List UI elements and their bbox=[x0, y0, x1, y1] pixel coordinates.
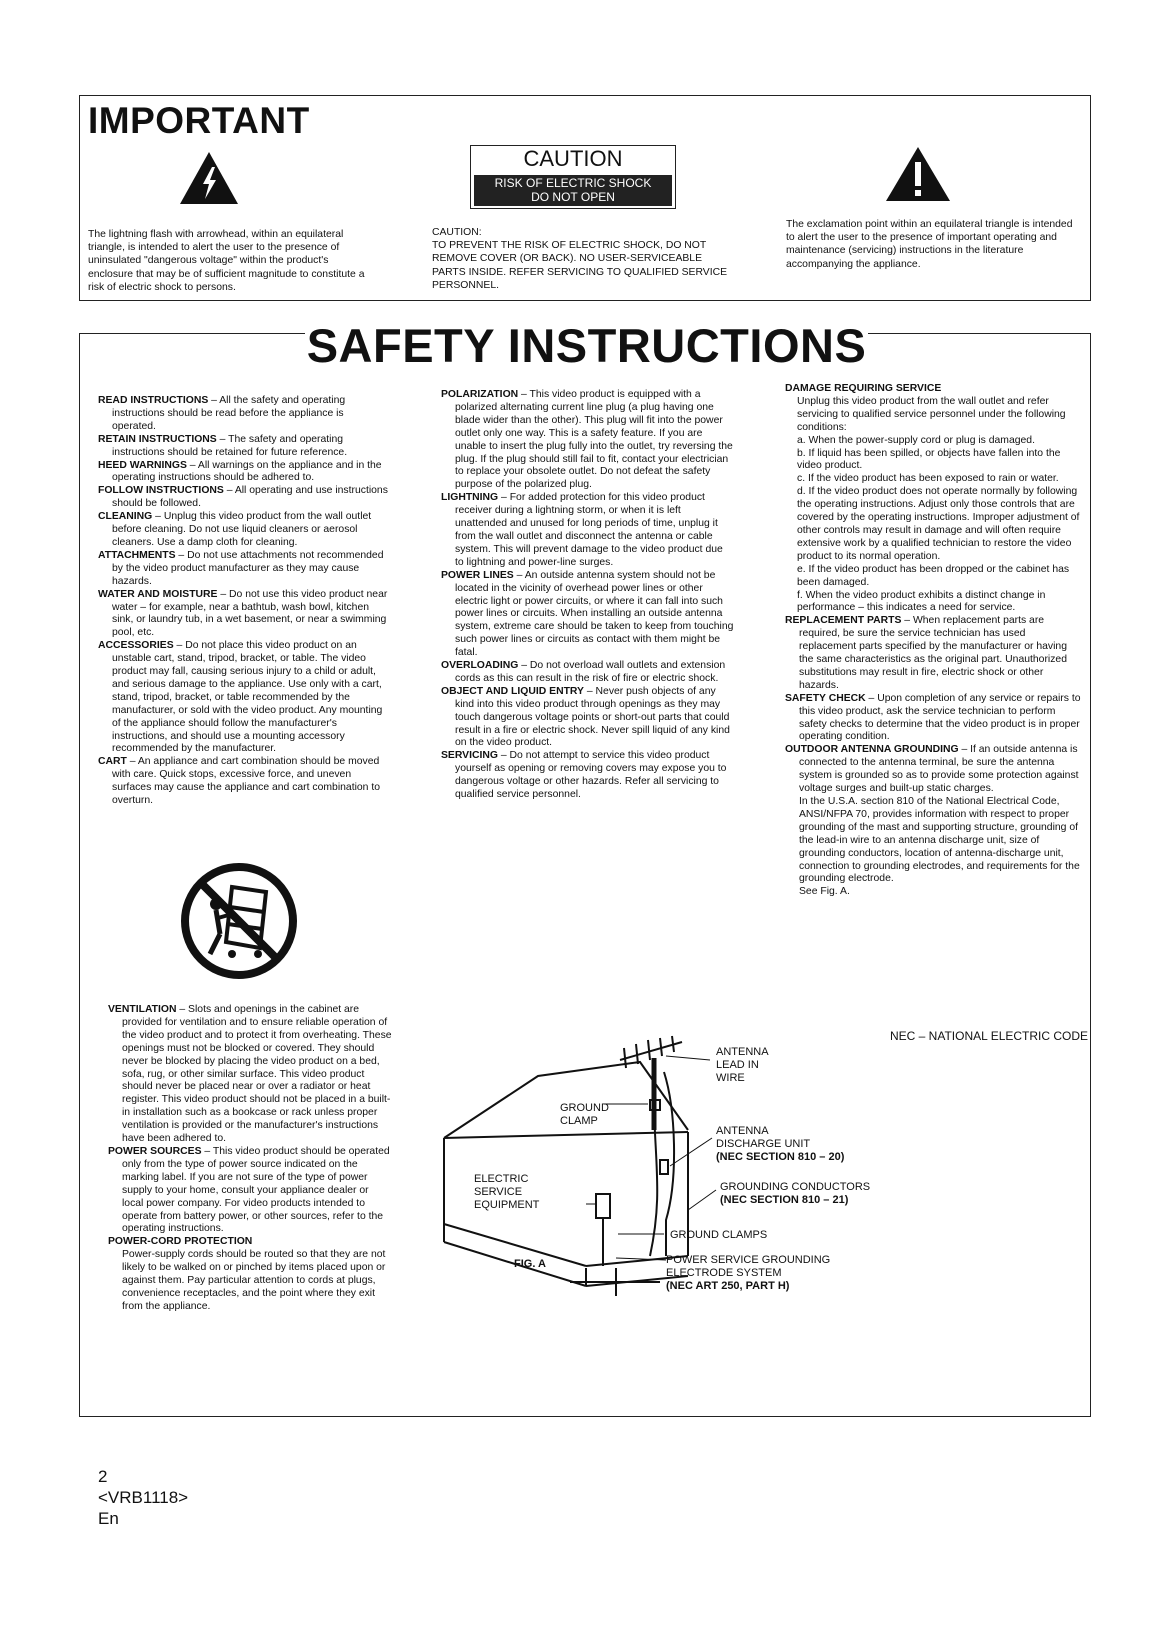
label-discharge-2: DISCHARGE UNIT bbox=[716, 1138, 811, 1150]
lightning-warning-icon bbox=[178, 150, 240, 206]
safety-item-text: – All warnings on the appliance and in the operating instructions should be adhered to. bbox=[112, 459, 382, 484]
safety-item bbox=[98, 460, 390, 486]
label-power-service bbox=[666, 1254, 830, 1292]
label-electric-service bbox=[474, 1173, 540, 1211]
language-code: En bbox=[98, 1509, 119, 1528]
safety-item-heading: ATTACHMENTS bbox=[98, 549, 176, 561]
safety-item bbox=[98, 434, 390, 460]
nec-label: NEC – NATIONAL ELECTRIC CODE bbox=[890, 1029, 1089, 1043]
label-electric: ELECTRIC bbox=[474, 1173, 529, 1185]
safety-item-heading: SAFETY CHECK bbox=[785, 692, 866, 704]
safety-item bbox=[98, 640, 390, 756]
label-conductors-2: (NEC SECTION 810 – 21) bbox=[720, 1194, 849, 1206]
label-lead-in: LEAD IN bbox=[716, 1059, 759, 1071]
safety-item-text: – When replacement parts are required, be sure the service technician has used replacement parts specified by the manufacturer or having the same characteristics as the original part. Unauthorized substitutions may result in fire, electric shock or other hazards. bbox=[799, 615, 1067, 691]
safety-item bbox=[441, 660, 734, 686]
safety-item bbox=[441, 750, 734, 802]
caution-band-line2: DO NOT OPEN bbox=[531, 190, 615, 204]
damage-condition-item: e. If the video product has been dropped or the cabinet has been damaged. bbox=[797, 563, 1070, 588]
exclamation-description: The exclamation point within an equilateral triangle is intended to alert the user to the presence of important operating and maintenance (servicing) instructions in the literature accompanying the appliance. bbox=[786, 219, 1073, 270]
safety-item-text: – Do not use this video product near water – for example, near a bathtub, wash bowl, kitchen sink, or laundry tub, in a wet basement, or near a swimming pool, etc. bbox=[112, 588, 388, 639]
safety-item-heading: POWER LINES bbox=[441, 569, 514, 581]
cart-tip-over-warning-icon bbox=[180, 862, 298, 980]
safety-item bbox=[98, 589, 390, 641]
damage-condition-item: a. When the power-supply cord or plug is damaged. bbox=[797, 434, 1035, 446]
safety-item bbox=[108, 1004, 392, 1146]
safety-item-heading: REPLACEMENT PARTS bbox=[785, 615, 902, 627]
safety-item-text: – Do not attempt to service this video product yourself as opening or removing covers may expose you to dangerous voltage or other hazards. Refer all servicing to qualified service personnel. bbox=[455, 750, 727, 801]
safety-item-heading: CART bbox=[98, 756, 127, 768]
page-footer bbox=[98, 1466, 188, 1529]
page-number: 2 bbox=[98, 1467, 108, 1486]
safety-item-heading: RETAIN INSTRUCTIONS bbox=[98, 433, 217, 445]
safety-item-heading: ACCESSORIES bbox=[98, 640, 174, 652]
safety-item bbox=[98, 756, 390, 808]
label-power-1: POWER SERVICE GROUNDING bbox=[666, 1254, 831, 1266]
safety-item-text: – All operating and use instructions should be followed. bbox=[112, 485, 388, 510]
figure-label: FIG. A bbox=[514, 1258, 546, 1270]
safety-item-text: – Do not place this video product on an unstable cart, stand, tripod, bracket, or table. The video product may fall, causing serious injury to a child or adult, and serious damage to the appliance. Use only with a cart, stand, tripod, bracket, or table recommended by the manufacturer, or sold with the video product. Any mounting of the appliance should follow the manufacturer's instructions, and should use a mounting accessory recommended by the manufacturer. bbox=[112, 640, 383, 755]
label-ground-clamp bbox=[560, 1102, 609, 1127]
safety-item-heading: READ INSTRUCTIONS bbox=[98, 395, 209, 406]
label-discharge-1: ANTENNA bbox=[716, 1125, 769, 1137]
safety-item bbox=[785, 615, 1083, 692]
safety-item-heading: POLARIZATION bbox=[441, 389, 519, 400]
label-grounding-conductors bbox=[720, 1181, 870, 1206]
caution-band-line1: RISK OF ELECTRIC SHOCK bbox=[494, 176, 652, 190]
label-conductors-1: GROUNDING CONDUCTORS bbox=[720, 1181, 871, 1193]
column-2 bbox=[441, 389, 734, 802]
safety-item-heading: LIGHTNING bbox=[441, 492, 499, 504]
label-discharge-unit bbox=[716, 1125, 845, 1163]
safety-item bbox=[441, 389, 734, 492]
safety-item-text: – Never push objects of any kind into this video product through openings as they may touch dangerous voltage points or short-out parts that could result in a fire or electric shock. Never spill liquid of any kind on the video product. bbox=[455, 685, 730, 749]
damage-condition-item: c. If the video product has been exposed to rain or water. bbox=[797, 473, 1059, 485]
caution-text bbox=[432, 226, 737, 292]
column-1 bbox=[98, 395, 390, 808]
safety-item-heading: HEED WARNINGS bbox=[98, 459, 187, 471]
label-discharge-3: (NEC SECTION 810 – 20) bbox=[716, 1151, 845, 1163]
safety-item bbox=[98, 395, 390, 434]
label-ground-clamps: GROUND CLAMPS bbox=[670, 1229, 768, 1241]
safety-item bbox=[108, 1236, 392, 1249]
damage-condition-item: d. If the video product does not operate normally by following the operating instructions. Adjust only those controls that are covered by the operating instructions. Improper adjustment of other controls may result in damage and will often require extensive work by a qualified technician to restore the video product to its normal operation. bbox=[797, 486, 1080, 562]
safety-item-text: – This video product is equipped with a polarized alternating current line plug (a plug having one blade wider than the other). This plug will fit into the power outlet only one way. This is a safety feature. If you are unable to insert the plug fully into the outlet, try reversing the plug. If the plug should still fail to fit, contact your electrician to replace your obsolete outlet. Do not defeat the safety purpose of the polarized plug. bbox=[455, 389, 733, 491]
safety-item-text: – Do not use attachments not recommended by the video product manufacturer as they may cause hazards. bbox=[112, 549, 384, 587]
safety-item-heading: OUTDOOR ANTENNA GROUNDING bbox=[785, 744, 959, 756]
safety-item-text: – An outside antenna system should not be located in the vicinity of overhead power lines or other electric light or power circuits, or where it can fall into such power lines or circuits. When installing an outside antenna system, extreme care should be taken to keep from touching such power lines or circuits as contact with them might be fatal. bbox=[455, 569, 734, 659]
label-clamp: CLAMP bbox=[560, 1115, 598, 1127]
exclamation-warning-icon bbox=[884, 145, 952, 203]
safety-item-heading: VENTILATION bbox=[108, 1004, 177, 1015]
safety-item-heading: CLEANING bbox=[98, 511, 153, 523]
safety-item-text: – For added protection for this video product receiver during a lightning storm, or when it is left unattended and unused for long periods of time, unplug it from the wall outlet and disconnect the antenna or cable system. This will prevent damage to the video product due to lightning and power-line surges. bbox=[455, 492, 723, 568]
damage-heading: DAMAGE REQUIRING SERVICE bbox=[785, 383, 942, 394]
power-cord-protection-text: Power-supply cords should be routed so that they are not likely to be walked on or pinched by items placed upon or against them. Pay particular attention to cords at plugs, convenience receptacles, and the point where they exit from the appliance. bbox=[122, 1249, 386, 1312]
antenna-grounding-diagram bbox=[420, 1020, 1090, 1340]
safety-item bbox=[441, 686, 734, 751]
safety-item-text: – If an outside antenna is connected to the antenna terminal, be sure the antenna system is grounded so as to provide some protection against voltage surges and built-up static charges. bbox=[799, 744, 1079, 795]
safety-item-heading: SERVICING bbox=[441, 750, 498, 762]
safety-item bbox=[441, 492, 734, 569]
safety-item-text: – Upon completion of any service or repairs to this video product, ask the service technician to perform safety checks to determine that the video product is in proper operating condition. bbox=[799, 692, 1081, 743]
safety-item-heading: FOLLOW INSTRUCTIONS bbox=[98, 485, 224, 497]
safety-item bbox=[108, 1146, 392, 1236]
safety-item-text: – Do not overload wall outlets and extension cords as this can result in the risk of fire or electric shock. bbox=[455, 660, 726, 684]
damage-condition-item: b. If liquid has been spilled, or objects have fallen into the video product. bbox=[797, 447, 1061, 472]
caution-body: TO PREVENT THE RISK OF ELECTRIC SHOCK, DO NOT REMOVE COVER (OR BACK). NO USER-SERVICEABLE PARTS INSIDE. REFER SERVICING TO QUALIFIED SERVICE PERSONNEL. bbox=[432, 240, 728, 291]
safety-item bbox=[785, 693, 1083, 745]
label-power-3: (NEC ART 250, PART H) bbox=[666, 1280, 790, 1292]
safety-item bbox=[98, 485, 390, 511]
column-3 bbox=[785, 383, 1083, 899]
column-1-lower bbox=[108, 1004, 392, 1314]
caution-band bbox=[474, 175, 672, 206]
safety-item-text: – This video product should be operated only from the type of power source indicated on the marking label. If you are not sure of the type of power supply to your home, consult your appliance dealer or local power company. For video products intended to operate from battery power, or other sources, refer to the operating instructions. bbox=[122, 1145, 390, 1235]
safety-item-heading: POWER-CORD PROTECTION bbox=[108, 1236, 253, 1248]
label-equipment: EQUIPMENT bbox=[474, 1199, 540, 1211]
damage-condition-item: f. When the video product exhibits a distinct change in performance – this indicates a need for service. bbox=[797, 589, 1046, 614]
label-wire: WIRE bbox=[716, 1072, 745, 1084]
safety-item-heading: POWER SOURCES bbox=[108, 1145, 202, 1157]
safety-item bbox=[98, 550, 390, 589]
damage-requiring-service bbox=[785, 396, 1083, 615]
safety-item-heading: WATER AND MOISTURE bbox=[98, 588, 218, 600]
safety-item-text: – An appliance and cart combination should be moved with care. Quick stops, excessive force, and uneven surfaces may cause the appliance and cart combination to overturn. bbox=[112, 756, 381, 807]
safety-title: SAFETY INSTRUCTIONS bbox=[306, 319, 867, 372]
safety-item-text: – All the safety and operating instructions should be read before the appliance is operated. bbox=[112, 395, 346, 432]
model-code: <VRB1118> bbox=[98, 1488, 189, 1507]
label-service: SERVICE bbox=[474, 1186, 523, 1198]
safety-item-text: – Unplug this video product from the wall outlet before cleaning. Do not use liquid cleaners or aerosol cleaners. Use a damp cloth for cleaning. bbox=[112, 511, 372, 548]
safety-item bbox=[441, 570, 734, 660]
safety-item-text: – Slots and openings in the cabinet are provided for ventilation and to ensure reliable operation of the video product and to protect it from overheating. These openings must not be blocked or covered. They should never be blocked by placing the video product on a bed, sofa, rug, or other similar surface. This video product should never be placed near or over a radiator or heat register. This video product should not be placed in a built-in installation such as a bookcase or rack unless proper ventilation is provided or the manufacturer's instructions have been adhered to. bbox=[122, 1004, 392, 1145]
label-power-2: ELECTRODE SYSTEM bbox=[666, 1267, 782, 1279]
safety-item-text: – The safety and operating instructions should be retained for future reference. bbox=[112, 433, 348, 458]
safety-item bbox=[785, 744, 1083, 796]
safety-item-heading: OBJECT AND LIQUID ENTRY bbox=[441, 685, 584, 697]
nec-section-text: In the U.S.A. section 810 of the National Electrical Code, ANSI/NFPA 70, provides information with respect to proper grounding of the mast and supporting structure, grounding of the lead-in wire to an antenna discharge unit, size of grounding conductors, location of antenna-discharge unit, connection to grounding electrodes, and requirements for the grounding electrode. bbox=[799, 796, 1080, 885]
damage-intro: Unplug this video product from the wall outlet and refer servicing to qualified service personnel under the following conditions: bbox=[797, 395, 1066, 433]
label-antenna: ANTENNA bbox=[716, 1046, 769, 1058]
lightning-description: The lightning flash with arrowhead, within an equilateral triangle, is intended to alert the user to the presence of uninsulated "dangerous voltage" within the product's enclosure that may be of sufficient magnitude to constitute a risk of electric shock to persons. bbox=[88, 229, 365, 293]
safety-item bbox=[98, 511, 390, 550]
important-title: IMPORTANT bbox=[88, 100, 310, 141]
caution-heading: CAUTION: bbox=[432, 227, 482, 238]
label-ground: GROUND bbox=[560, 1102, 609, 1114]
caution-label: CAUTION bbox=[523, 146, 623, 171]
see-figure-text: See Fig. A. bbox=[799, 886, 850, 898]
label-antenna-lead bbox=[716, 1046, 769, 1084]
safety-item-heading: OVERLOADING bbox=[441, 660, 519, 672]
column-3-sections bbox=[785, 615, 1083, 899]
